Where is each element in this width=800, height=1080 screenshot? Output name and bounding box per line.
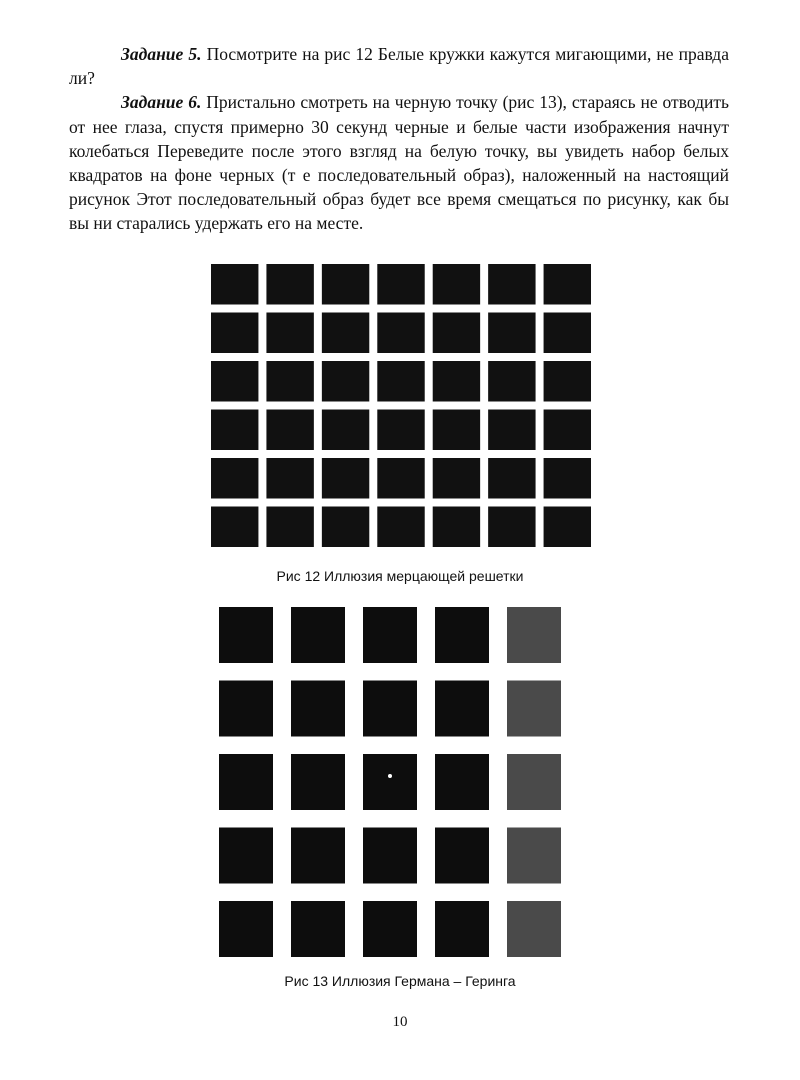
grid-square (488, 313, 535, 354)
intersection-dot (479, 401, 489, 411)
page-number: 10 (392, 1014, 408, 1030)
intersection-dot (368, 449, 378, 459)
figure-12-scintillating-grid (211, 264, 591, 547)
intersection-dot (535, 449, 545, 459)
grid-square (433, 410, 480, 451)
grid-square (363, 901, 417, 957)
grid-square (322, 458, 369, 499)
grid-square (544, 264, 591, 305)
intersection-dot (424, 352, 434, 362)
figure-13-caption: Рис 13 Иллюзия Германа – Геринга (284, 973, 516, 989)
grid-square (488, 410, 535, 451)
grid-square (435, 828, 489, 884)
intersection-dot (479, 449, 489, 459)
intersection-dot (479, 498, 489, 508)
grid-square (507, 828, 561, 884)
grid-square (211, 410, 258, 451)
intersection-dot (313, 304, 323, 314)
grid-square (544, 410, 591, 451)
grid-square (219, 901, 273, 957)
intersection-dot (424, 401, 434, 411)
grid-square (211, 313, 258, 354)
grid-square (219, 607, 273, 663)
grid-square (435, 754, 489, 810)
grid-square (433, 458, 480, 499)
grid-square (488, 361, 535, 402)
grid-square (435, 681, 489, 737)
grid-square (266, 507, 313, 548)
grid-square (544, 313, 591, 354)
intersection-dot (368, 498, 378, 508)
grid-square (219, 754, 273, 810)
task-5-text: Посмотрите на рис 12 Белые кружки кажутся мигающими, не правда ли? (69, 44, 729, 89)
grid-square (211, 264, 258, 305)
grid-square (363, 754, 417, 810)
task-6-text: Пристально смотреть на черную точку (рис 13), стараясь не отводить от нее глаза, спустя примерно 30 секунд черные и белые части изображения начнут колебаться Переведите после этого взгляд на белую точку, вы увидеть набор белых квадратов на фоне черных (т е последовательный образ), наложенный на настоящий рисунок Этот последовательный образ будет все время смещаться по рисунку, как бы вы ни старались удержать его на месте. (69, 92, 729, 234)
grid-square (488, 507, 535, 548)
intersection-dot (313, 498, 323, 508)
grid-square (266, 264, 313, 305)
grid-square (377, 264, 424, 305)
intersection-dot (535, 304, 545, 314)
grid-square (322, 507, 369, 548)
intersection-dot (257, 449, 267, 459)
grid-square (488, 458, 535, 499)
intersection-dot (257, 304, 267, 314)
intersection-dot (313, 352, 323, 362)
grid-square (544, 361, 591, 402)
grid-square (433, 507, 480, 548)
grid-square (266, 410, 313, 451)
task-6-label: Задание 6. (121, 92, 202, 113)
grid-square (291, 828, 345, 884)
grid-square (507, 681, 561, 737)
grid-square (544, 507, 591, 548)
grid-square (219, 828, 273, 884)
intersection-dot (535, 498, 545, 508)
intersection-dot (257, 401, 267, 411)
intersection-dot (535, 352, 545, 362)
intersection-dot (424, 304, 434, 314)
grid-square (322, 313, 369, 354)
grid-square (377, 507, 424, 548)
intersection-dot (535, 401, 545, 411)
grid-square (219, 681, 273, 737)
grid-square (544, 458, 591, 499)
grid-square (322, 264, 369, 305)
intersection-dot (313, 449, 323, 459)
grid-square (266, 458, 313, 499)
intersection-dot (368, 304, 378, 314)
center-dot (388, 774, 392, 778)
intersection-dot (257, 498, 267, 508)
grid-square (507, 607, 561, 663)
intersection-dot (257, 352, 267, 362)
grid-square (211, 361, 258, 402)
grid-square (291, 754, 345, 810)
grid-square (266, 361, 313, 402)
task-5-label: Задание 5. (121, 44, 202, 64)
grid-square (377, 361, 424, 402)
grid-square (377, 458, 424, 499)
grid-square (211, 458, 258, 499)
intersection-dot (368, 352, 378, 362)
task-5-paragraph (69, 42, 729, 90)
grid-square (322, 361, 369, 402)
grid-square (433, 361, 480, 402)
grid-square (435, 607, 489, 663)
grid-square (291, 607, 345, 663)
grid-square (266, 313, 313, 354)
figure-12-caption: Рис 12 Иллюзия мерцающей решетки (276, 568, 524, 584)
grid-square (488, 264, 535, 305)
grid-square (322, 410, 369, 451)
grid-square (377, 410, 424, 451)
intersection-dot (424, 449, 434, 459)
grid-square (363, 681, 417, 737)
grid-square (507, 901, 561, 957)
intersection-dot (479, 352, 489, 362)
grid-square (291, 681, 345, 737)
figure-13-hermann-grid (219, 607, 561, 957)
grid-square (435, 901, 489, 957)
intersection-dot (424, 498, 434, 508)
intersection-dot (313, 401, 323, 411)
grid-square (363, 828, 417, 884)
grid-square (211, 507, 258, 548)
grid-square (377, 313, 424, 354)
grid-square (433, 313, 480, 354)
grid-square (291, 901, 345, 957)
grid-background (211, 264, 591, 547)
grid-square (507, 754, 561, 810)
body-text (69, 42, 729, 236)
grid-square (433, 264, 480, 305)
intersection-dot (479, 304, 489, 314)
task-6-paragraph (69, 90, 729, 235)
grid-square (363, 607, 417, 663)
intersection-dot (368, 401, 378, 411)
